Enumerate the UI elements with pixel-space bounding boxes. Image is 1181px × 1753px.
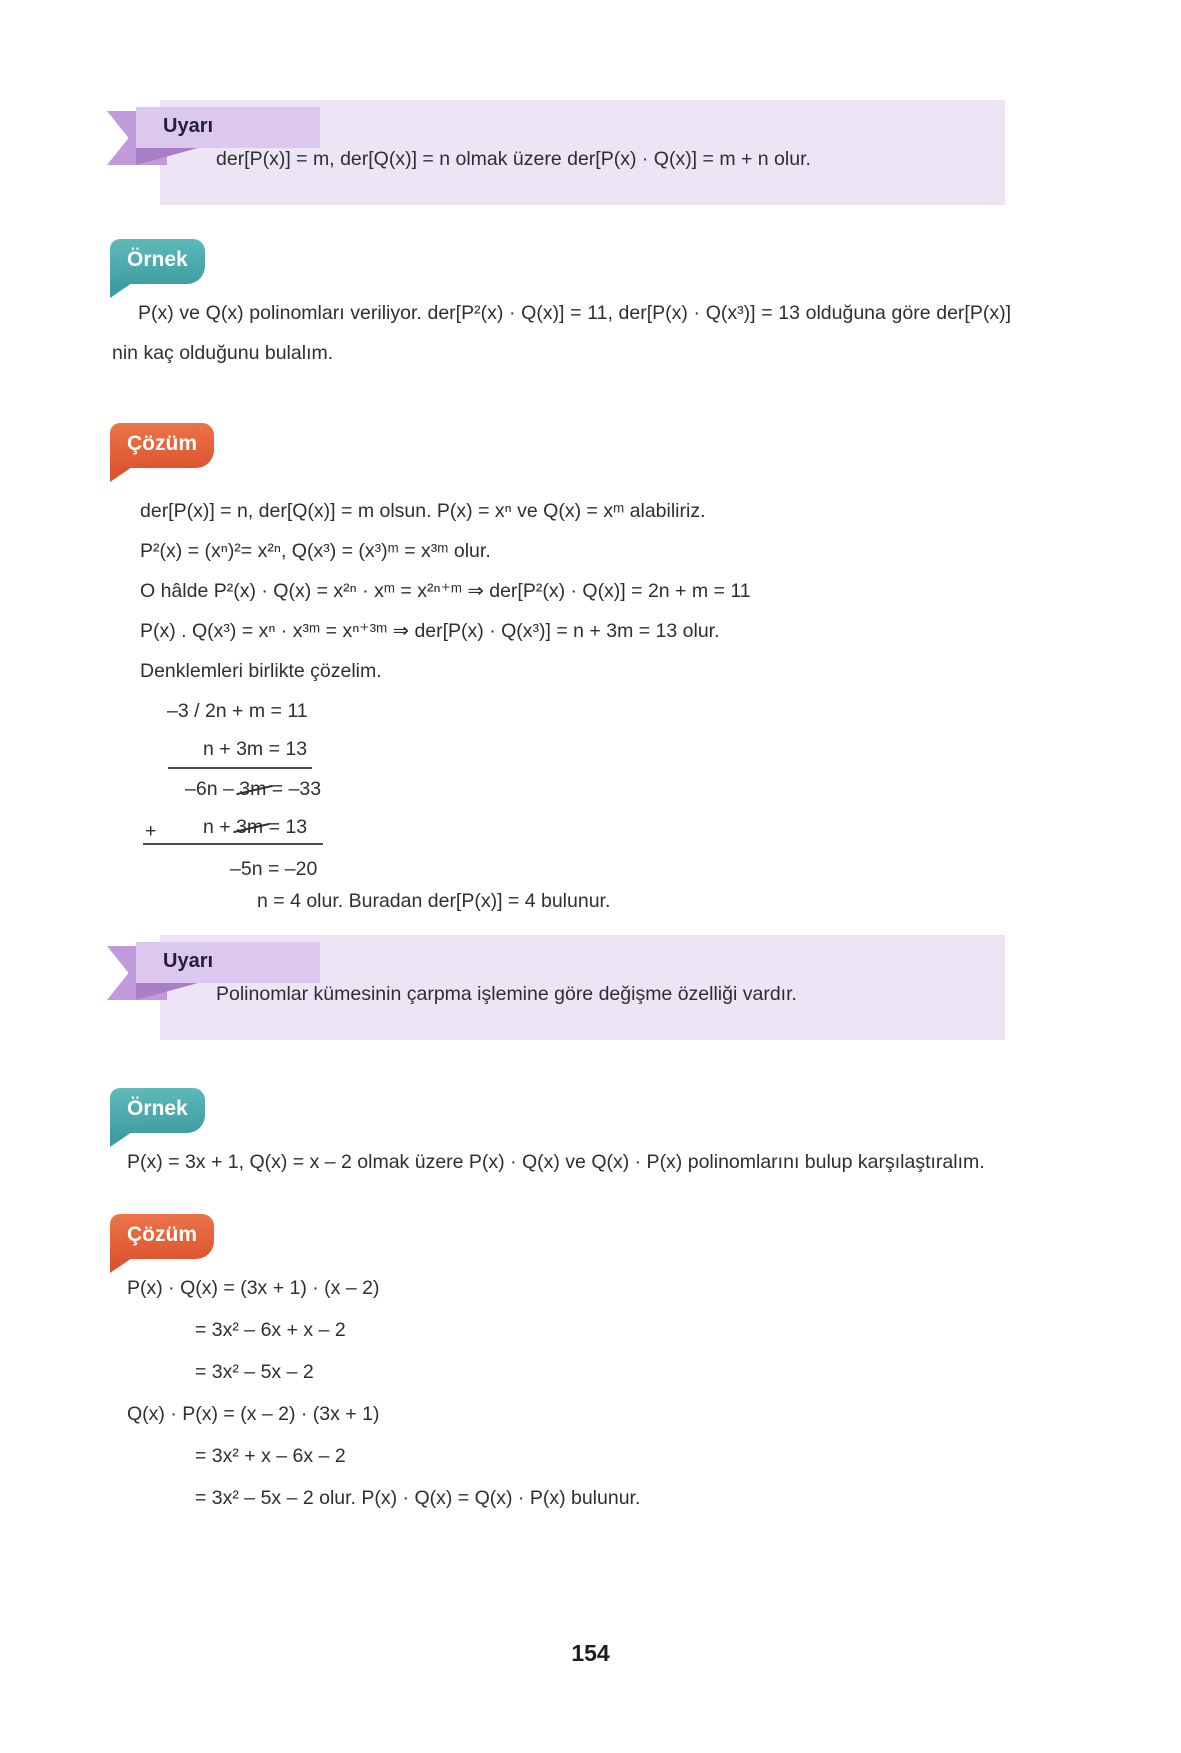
equation-line-3 xyxy=(185,777,1181,801)
warning-label: Uyarı xyxy=(136,107,320,148)
warning-text: Polinomlar kümesinin çarpma işlemine göre değişme özelliği vardır. xyxy=(216,983,797,1005)
solution-badge-label: Çözüm xyxy=(127,432,197,455)
warning-text: der[P(x)] = m, der[Q(x)] = n olmak üzere der[P(x) · Q(x)] = m + n olur. xyxy=(216,148,811,170)
solution-line: Denklemleri birlikte çözelim. xyxy=(140,660,382,682)
solution-result: n = 4 olur. Buradan der[P(x)] = 4 bulunur. xyxy=(257,890,611,912)
warning-label: Uyarı xyxy=(136,942,320,983)
solution-line: = 3x² – 5x – 2 xyxy=(195,1361,314,1383)
solution-line: P²(x) = (xⁿ)²= x²ⁿ, Q(x³) = (x³)ᵐ = x³ᵐ olur. xyxy=(140,540,491,562)
equation-term: –6n – xyxy=(185,778,240,800)
equation-system xyxy=(140,699,1181,913)
warning-box-2 xyxy=(160,935,1005,1040)
example-badge-label: Örnek xyxy=(127,248,188,271)
sum-rule-divider xyxy=(168,767,312,769)
equation-line-4 xyxy=(145,815,1181,842)
solution-line: der[P(x)] = n, der[Q(x)] = m olsun. P(x) = xⁿ ve Q(x) = xᵐ alabiliriz. xyxy=(140,500,706,522)
equation-term: = 13 xyxy=(263,816,308,838)
equation-line-2: n + 3m = 13 xyxy=(203,738,308,760)
example-text-1: P(x) ve Q(x) polinomları veriliyor. der[P²(x) · Q(x)] = 11, der[P(x) · Q(x³)] = 13 olduğuna göre der[P(x)] nin kaç olduğunu bulalım. xyxy=(112,302,1011,364)
ribbon-fold-icon xyxy=(136,148,198,165)
solution-line: = 3x² + x – 6x – 2 xyxy=(195,1445,346,1467)
solution-2-lines xyxy=(127,1276,1121,1510)
equation-line-1: –3 / 2n + m = 11 xyxy=(167,700,308,722)
sum-rule-divider xyxy=(143,843,323,845)
warning-box-1 xyxy=(160,100,1005,205)
plus-sign: + xyxy=(145,820,157,842)
solution-line: P(x) . Q(x³) = xⁿ · x³ᵐ = xⁿ⁺³ᵐ ⇒ der[P(x) · Q(x³)] = n + 3m = 13 olur. xyxy=(140,620,720,642)
equation-term: = –33 xyxy=(266,778,322,800)
struck-term: 3m xyxy=(236,816,264,838)
ribbon-fold-icon xyxy=(136,983,198,1000)
page-number: 154 xyxy=(571,1640,610,1666)
equation-term: n + xyxy=(203,816,237,838)
solution-line: Q(x) · P(x) = (x – 2) · (3x + 1) xyxy=(127,1403,380,1425)
solution-1-lines xyxy=(140,499,1121,683)
solution-badge-label: Çözüm xyxy=(127,1223,197,1246)
example-text-2: P(x) = 3x + 1, Q(x) = x – 2 olmak üzere P(x) · Q(x) ve Q(x) · P(x) polinomlarını bulup karşılaştıralım. xyxy=(127,1151,985,1173)
solution-badge-2 xyxy=(110,1214,214,1259)
solution-badge-1 xyxy=(110,423,214,468)
solution-line: = 3x² – 5x – 2 olur. P(x) · Q(x) = Q(x) · P(x) bulunur. xyxy=(195,1487,641,1509)
struck-term: 3m xyxy=(239,778,267,800)
solution-line: P(x) · Q(x) = (3x + 1) · (x – 2) xyxy=(127,1277,380,1299)
solution-line: = 3x² – 6x + x – 2 xyxy=(195,1319,346,1341)
example-badge-2 xyxy=(110,1088,205,1133)
textbook-page xyxy=(0,100,1181,1753)
example-badge-1 xyxy=(110,239,205,284)
solution-line: O hâlde P²(x) · Q(x) = x²ⁿ · xᵐ = x²ⁿ⁺ᵐ ⇒ der[P²(x) · Q(x)] = 2n + m = 11 xyxy=(140,580,751,602)
equation-line-5: –5n = –20 xyxy=(230,858,318,880)
example-badge-label: Örnek xyxy=(127,1097,188,1120)
